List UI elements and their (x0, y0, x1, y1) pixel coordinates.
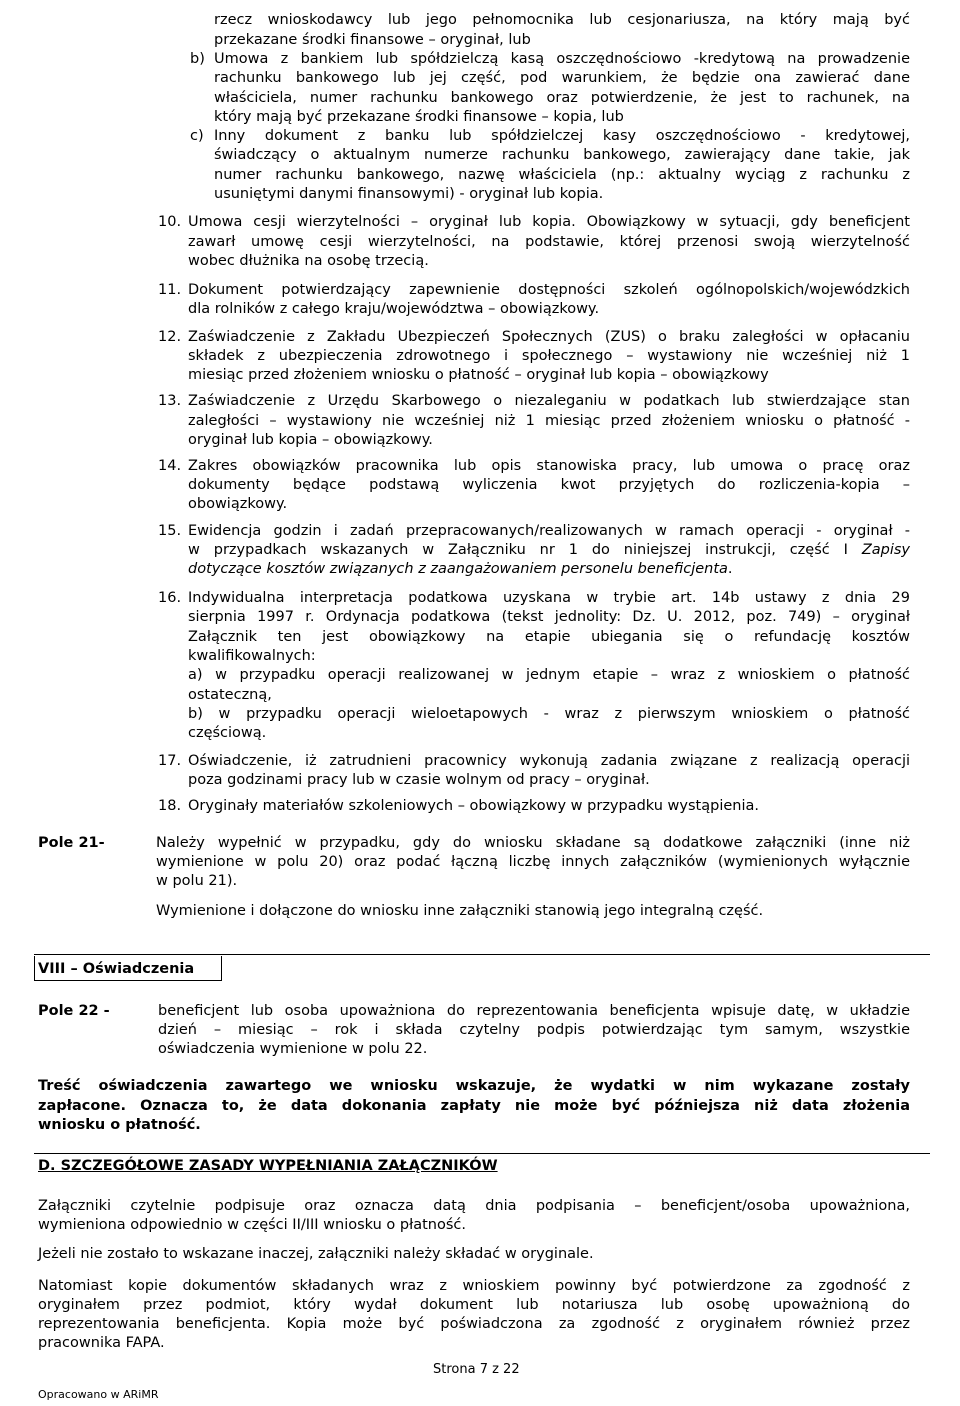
item-13-line-1: Zaświadczenie z Urzędu Skarbowego o niezaleganiu w podatkach lub stwierdzające stan (188, 393, 910, 409)
item-16-line-5: a) w przypadku operacji realizowanej w jednym etapie – wraz z wnioskiem o płatność (188, 667, 910, 683)
item-12-line-2: składek z ubezpieczenia zdrowotnego i społecznego – wystawiony nie wcześniej niż 1 (188, 348, 910, 364)
pole-21-line-2: wymienione w polu 20) oraz podać łączną liczbę innych załączników (wymienionych wyłącznie (156, 854, 910, 870)
item-15-line-3-italic: dotyczące kosztów związanych z zaangażowaniem personelu beneficjenta (188, 561, 728, 577)
item-16-line-2: sierpnia 1997 r. Ordynacja podatkowa (tekst jednolity: Dz. U. 2012, poz. 749) – oryginał (188, 609, 910, 625)
item-16-line-6: ostateczną, (188, 687, 272, 703)
page-number: Strona 7 z 22 (433, 1362, 520, 1377)
item-12-line-1: Zaświadczenie z Zakładu Ubezpieczeń Społecznych (ZUS) o braku zaległości w opłacaniu (188, 329, 910, 345)
bank-intro-line-2: przekazane środki finansowe – oryginał, lub (214, 32, 531, 48)
item-c-line-4: usuniętymi danymi finansowymi) - oryginał lub kopia. (214, 186, 604, 202)
section-d-p3-line-3: reprezentowania beneficjenta. Kopia może być poświadczona za zgodność z oryginałem również przez (38, 1316, 910, 1332)
item-14-line-2: dokumenty będące podstawą wyliczenia kwot przyjętych do rozliczenia-kopia – (188, 477, 910, 493)
section-d-p2: Jeżeli nie zostało to wskazane inaczej, załączniki należy składać w oryginale. (38, 1246, 594, 1262)
item-17-line-2: poza godzinami pracy lub w czasie wolnym od pracy – oryginał. (188, 772, 650, 788)
item-16-line-3: Załącznik ten jest obowiązkowy na etapie ubiegania się o refundację kosztów (188, 629, 910, 645)
item-15-number: 15. (158, 523, 182, 539)
item-13-line-2: zaległości – wystawiony nie wcześniej niż 1 miesiąc przed złożeniem wniosku o płatność - (188, 413, 910, 429)
pole-22-line-3: oświadczenia wymienione w polu 22. (158, 1041, 428, 1057)
item-b-line-4: który mają być przekazane środki finansowe – kopia, lub (214, 109, 624, 125)
item-15-line-3-end: . (727, 561, 733, 577)
item-15-line-1: Ewidencja godzin i zadań przepracowanych/realizowanych w ramach operacji - oryginał - (188, 523, 910, 539)
item-10-line-2: zawarł umowę cesji wierzytelności, na podstawie, której przenosi swoją wierzytelność (188, 234, 910, 250)
item-c-line-2: świadczący o aktualnym numerze rachunku bankowego, zawierający dane takie, jak (214, 147, 910, 163)
item-14-number: 14. (158, 458, 182, 474)
item-10-line-3: wobec dłużnika na osobę trzecią. (188, 253, 429, 269)
section-d-p3-line-4: pracownika FAPA. (38, 1335, 165, 1351)
list-marker-c: c) (190, 128, 204, 144)
section-d-top-rule (34, 1153, 930, 1154)
item-16-line-1: Indywidualna interpretacja podatkowa uzyskana w trybie art. 14b ustawy z dnia 29 (188, 590, 910, 606)
section-d-p3-line-1: Natomiast kopie dokumentów składanych wraz z wnioskiem powinny być potwierdzone za zgodność z (38, 1278, 910, 1294)
item-16-line-7: b) w przypadku operacji wieloetapowych - wraz z pierwszym wnioskiem o płatność (188, 706, 910, 722)
item-10-line-1: Umowa cesji wierzytelności – oryginał lub kopia. Obowiązkowy w sytuacji, gdy beneficjent (188, 214, 910, 230)
item-c-line-1: Inny dokument z banku lub spółdzielczej kasy oszczędnościowo - kredytowej, (214, 128, 910, 144)
item-16-number: 16. (158, 590, 182, 606)
list-marker-b: b) (190, 51, 205, 67)
statement-bold-line-2: zapłacone. Oznacza to, że data dokonania zapłaty nie może być późniejsza niż data złożenia (38, 1098, 910, 1114)
item-b-line-1: Umowa z bankiem lub spółdzielczą kasą oszczędnościowo -kredytową na prowadzenie (214, 51, 910, 67)
item-b-line-2: rachunku bankowego lub jej część, pod warunkiem, że będzie ona zawierać dane (214, 70, 910, 86)
item-12-number: 12. (158, 329, 182, 345)
item-11-line-2: dla rolników z całego kraju/województwa – obowiązkowy. (188, 301, 600, 317)
section-d-p1-line-1: Załączniki czytelnie podpisuje oraz oznacza datą dnia podpisania – beneficjent/osoba upoważniona, (38, 1198, 910, 1214)
statement-bold-line-3: wniosku o płatność. (38, 1117, 201, 1133)
item-17-line-1: Oświadczenie, iż zatrudnieni pracownicy wykonują zadania związane z realizacją operacji (188, 753, 910, 769)
item-11-line-1: Dokument potwierdzający zapewnienie dostępności szkoleń ogólnopolskich/wojewódzkich (188, 282, 910, 298)
statement-bold-line-1: Treść oświadczenia zawartego we wniosku wskazuje, że wydatki w nim wykazane zostały (38, 1078, 910, 1094)
pole-22-line-1: beneficjent lub osoba upoważniona do reprezentowania beneficjenta wpisuje datę, w układzie (158, 1003, 910, 1019)
item-15-line-2-italic: Zapisy (861, 542, 910, 558)
item-13-number: 13. (158, 393, 182, 409)
item-16-line-4: kwalifikowalnych: (188, 648, 316, 664)
item-c-line-3: numer rachunku bankowego, nazwę właściciela (np.: aktualny wyciąg z rachunku z (214, 167, 910, 183)
section-viii-heading: VIII – Oświadczenia (38, 961, 195, 977)
section-d-heading: D. SZCZEGÓŁOWE ZASADY WYPEŁNIANIA ZAŁĄCZNIKÓW (38, 1158, 498, 1174)
pole-21-line-3: w polu 21). (156, 873, 238, 889)
item-11-number: 11. (158, 282, 182, 298)
item-18-number: 18. (158, 798, 182, 814)
item-15-line-3 (188, 560, 733, 578)
pole-22-label: Pole 22 - (38, 1003, 110, 1019)
item-12-line-3: miesiąc przed złożeniem wniosku o płatność – oryginał lub kopia – obowiązkowy (188, 367, 769, 383)
item-10-number: 10. (158, 214, 182, 230)
item-15-line-2-text: w przypadkach wskazanych w Załączniku nr 1 do niniejszej instrukcji, część I (188, 542, 862, 558)
section-d-p1-line-2: wymieniona odpowiednio w części II/III wniosku o płatność. (38, 1217, 466, 1233)
section-viii-heading-box (34, 956, 222, 981)
item-14-line-3: obowiązkowy. (188, 496, 288, 512)
item-18-line-1: Oryginały materiałów szkoleniowych – obowiązkowy w przypadku wystąpienia. (188, 798, 759, 814)
item-17-number: 17. (158, 753, 182, 769)
pole-21-line-4: Wymienione i dołączone do wniosku inne załączniki stanowią jego integralną część. (156, 903, 764, 919)
section-viii-top-rule (34, 954, 930, 955)
pole-21-line-1: Należy wypełnić w przypadku, gdy do wniosku składane są dodatkowe załączniki (inne niż (156, 835, 910, 851)
bank-intro-line-1: rzecz wnioskodawcy lub jego pełnomocnika lub cesjonariusza, na który mają być (214, 12, 910, 28)
item-16-line-8: częściową. (188, 725, 267, 741)
item-b-line-3: właściciela, numer rachunku bankowego oraz potwierdzenie, że jest to rachunek, na (214, 90, 910, 106)
pole-22-line-2: dzień – miesiąc – rok i składa czytelny podpis potwierdzając tym samym, wszystkie (158, 1022, 910, 1038)
section-d-p3-line-2: oryginałem przez podmiot, który wydał dokument lub notariusza lub osobę upoważnioną do (38, 1297, 910, 1313)
pole-21-label: Pole 21- (38, 835, 105, 851)
item-15-line-2 (188, 541, 910, 559)
item-14-line-1: Zakres obowiązków pracownika lub opis stanowiska pracy, lub umowa o pracę oraz (188, 458, 910, 474)
prepared-by: Opracowano w ARiMR (38, 1388, 159, 1401)
item-13-line-3: oryginał lub kopia – obowiązkowy. (188, 432, 433, 448)
